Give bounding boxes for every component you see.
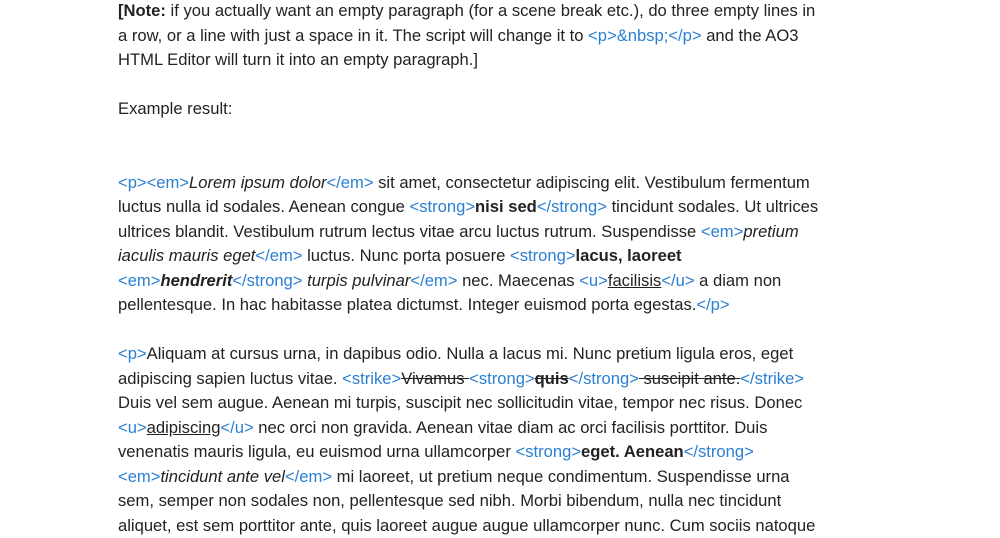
plain-text: luctus nulla id sodales. Aenean congue [118,197,410,216]
tag-open-strike: <strike> [342,369,401,388]
tag-open-strong: <strong> [516,442,582,461]
italic-text: Lorem ipsum dolor [189,173,326,192]
tag-close-strong: </strong> [232,271,302,290]
para1-line-2 [118,195,888,220]
para2-line-6 [118,465,888,490]
tag-open-p-em: <p><em> [118,173,189,192]
italic-text: tincidunt ante vel [160,467,285,486]
plain-text: nec orci non gravida. Aenean vitae diam ac orci facilisis porttitor. Duis [254,418,768,437]
bold-text: nisi sed [475,197,537,216]
example-label [118,97,888,122]
bold-text: lacus, laoreet [576,246,682,265]
italic-text: pretium [743,222,798,241]
note-line-2 [118,24,888,49]
para1-line-3 [118,220,888,245]
plain-text: Aliquam at cursus urna, in dapibus odio. Nulla a lacus mi. Nunc pretium ligula eros, eget [147,344,794,363]
note-open-bracket: [ [118,1,124,20]
tag-close-u: </u> [220,418,253,437]
tag-open-p: <p> [118,344,147,363]
para1-line-6 [118,293,888,318]
italic-text: turpis pulvinar [302,271,410,290]
tag-open-strong: <strong> [469,369,535,388]
bold-strikethrough-text: quis [535,369,569,388]
para2-line-8 [118,514,888,538]
document-body [118,0,888,538]
note-text-2: a row, or a line with just a space in it. The script will change it to [118,26,588,45]
tag-close-em: </em> [285,467,332,486]
strikethrough-text: Vivamus [401,369,469,388]
tag-open-em: <em> [701,222,743,241]
plain-text: Duis vel sem augue. Aenean mi turpis, suscipit nec sollicitudin vitae, tempor nec risus. Donec [118,393,802,412]
italic-text: iaculis mauris eget [118,246,255,265]
plain-text: mi laoreet, ut pretium neque condimentum. Suspendisse urna [332,467,790,486]
tag-close-em: </em> [410,271,457,290]
note-line-3 [118,48,888,73]
tag-close-strong: </strong> [684,442,754,461]
plain-text: ultrices blandit. Vestibulum rutrum lectus vitae arcu luctus rutrum. Suspendisse [118,222,701,241]
para1-line-4 [118,244,888,269]
para2-line-7 [118,489,888,514]
plain-text: sem, semper non sodales non, pellentesque sed nibh. Morbi bibendum, nulla nec tincidunt [118,491,781,510]
tag-close-em: </em> [326,173,373,192]
para1-line-5 [118,269,888,294]
para2-line-3 [118,391,888,416]
bold-text: eget. Aenean [581,442,684,461]
tag-open-em: <em> [118,271,160,290]
para1-line-1 [118,171,888,196]
tag-close-strong: </strong> [569,369,639,388]
note-line-1 [118,0,888,24]
tag-open-strong: <strong> [510,246,576,265]
plain-text: venenatis mauris ligula, eu euismod urna ullamcorper [118,442,516,461]
note-code-snippet: <p>&nbsp;</p> [588,26,702,45]
note-text-1: if you actually want an empty paragraph (for a scene break etc.), do three empty lines in [166,1,815,20]
plain-text: tincidunt sodales. Ut ultrices [607,197,818,216]
plain-text: aliquet, est sem porttitor ante, quis laoreet augue augue ullamcorper nunc. Cum sociis natoque [118,516,815,535]
tag-open-u: <u> [579,271,608,290]
plain-text: pellentesque. In hac habitasse platea dictumst. Integer euismod porta egestas. [118,295,696,314]
tag-open-strong: <strong> [410,197,476,216]
para2-line-2 [118,367,888,392]
plain-text: luctus. Nunc porta posuere [302,246,510,265]
tag-close-em: </em> [255,246,302,265]
example-label-text: Example result: [118,99,232,118]
underlined-text: adipiscing [147,418,221,437]
plain-text: a diam non [695,271,782,290]
strikethrough-text: suscipit ante. [639,369,740,388]
para2-line-1 [118,342,888,367]
bold-italic-text: hendrerit [160,271,232,290]
note-text-3: and the AO3 [702,26,799,45]
tag-open-u: <u> [118,418,147,437]
tag-close-strong: </strong> [537,197,607,216]
tag-close-u: </u> [661,271,694,290]
plain-text: nec. Maecenas [457,271,579,290]
para2-line-5 [118,440,888,465]
note-label: Note: [124,1,166,20]
plain-text: adipiscing sapien luctus vitae. [118,369,342,388]
tag-close-strike: </strike> [740,369,804,388]
para2-line-4 [118,416,888,441]
tag-open-em: <em> [118,467,160,486]
plain-text: sit amet, consectetur adipiscing elit. Vestibulum fermentum [374,173,810,192]
underlined-text: facilisis [608,271,661,290]
note-text-4: HTML Editor will turn it into an empty paragraph.] [118,50,478,69]
tag-close-p: </p> [696,295,729,314]
